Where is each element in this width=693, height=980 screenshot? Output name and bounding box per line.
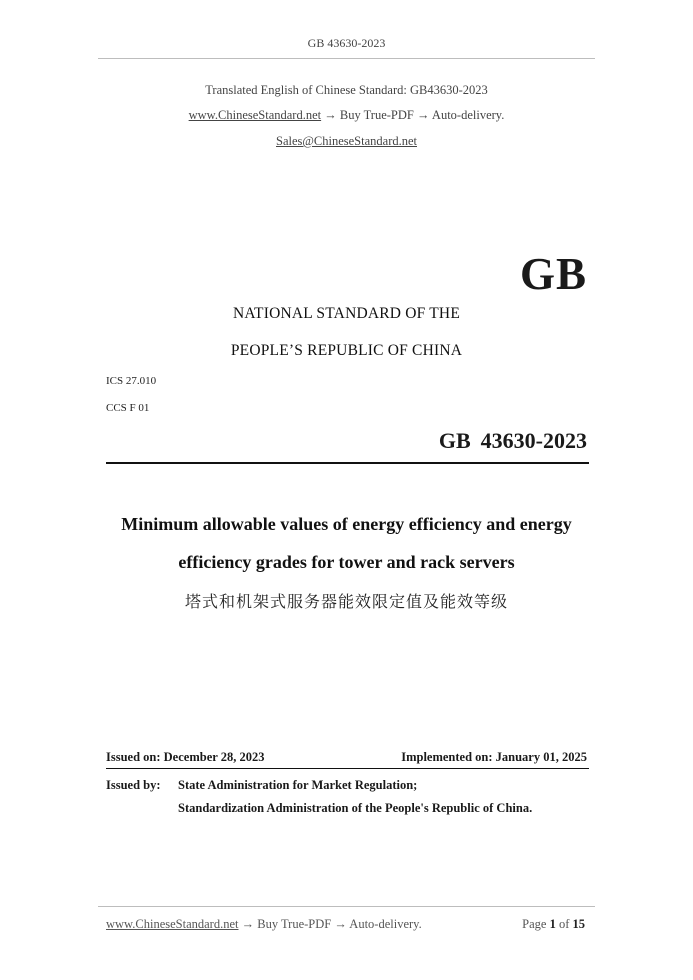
title-chinese: 塔式和机架式服务器能效限定值及能效等级 <box>184 592 508 611</box>
purchase-text: → Buy True-PDF → Auto-delivery. <box>321 108 505 122</box>
site-link[interactable]: www.ChineseStandard.net <box>188 108 322 122</box>
purchase-line <box>0 108 693 123</box>
national-standard-line1: NATIONAL STANDARD OF THE <box>232 305 460 322</box>
page-word: Page <box>522 917 547 931</box>
standard-prefix: GB <box>438 428 471 453</box>
issuer-1: State Administration for Market Regulation; <box>178 778 418 792</box>
page-total: 15 <box>572 917 585 931</box>
translation-notice: Translated English of Chinese Standard: GB43630-2023 <box>205 83 488 97</box>
footer-site-link[interactable]: www.ChineseStandard.net <box>106 917 239 931</box>
footer-link-line <box>106 917 422 932</box>
footer-divider <box>98 906 595 907</box>
ics-code: ICS 27.010 <box>106 375 157 387</box>
title-divider <box>106 462 589 464</box>
implemented-on: Implemented on: January 01, 2025 <box>401 750 587 764</box>
header-divider <box>98 58 595 59</box>
dates-divider <box>106 768 589 769</box>
issuer-2: Standardization Administration of the People's Republic of China. <box>178 801 533 815</box>
email-line <box>0 134 693 149</box>
title-line2: efficiency grades for tower and rack servers <box>178 552 515 572</box>
footer-purchase-text: → Buy True-PDF → Auto-delivery. <box>238 917 422 931</box>
issued-on: Issued on: December 28, 2023 <box>106 750 265 764</box>
standard-code: 43630-2023 <box>480 428 587 453</box>
email-link[interactable]: Sales@ChineseStandard.net <box>276 134 417 148</box>
page-indicator <box>522 917 585 932</box>
page-of: of <box>558 917 570 931</box>
standard-number <box>439 428 587 454</box>
page-current: 1 <box>549 917 556 931</box>
title-line1: Minimum allowable values of energy efficiency and energy <box>121 514 572 534</box>
national-standard-line2: PEOPLE’S REPUBLIC OF CHINA <box>230 342 463 359</box>
running-header: GB 43630-2023 <box>307 36 386 50</box>
issued-by-label: Issued by: <box>106 778 161 792</box>
gb-logo: GB <box>519 249 587 299</box>
ccs-code: CCS F 01 <box>106 402 150 414</box>
